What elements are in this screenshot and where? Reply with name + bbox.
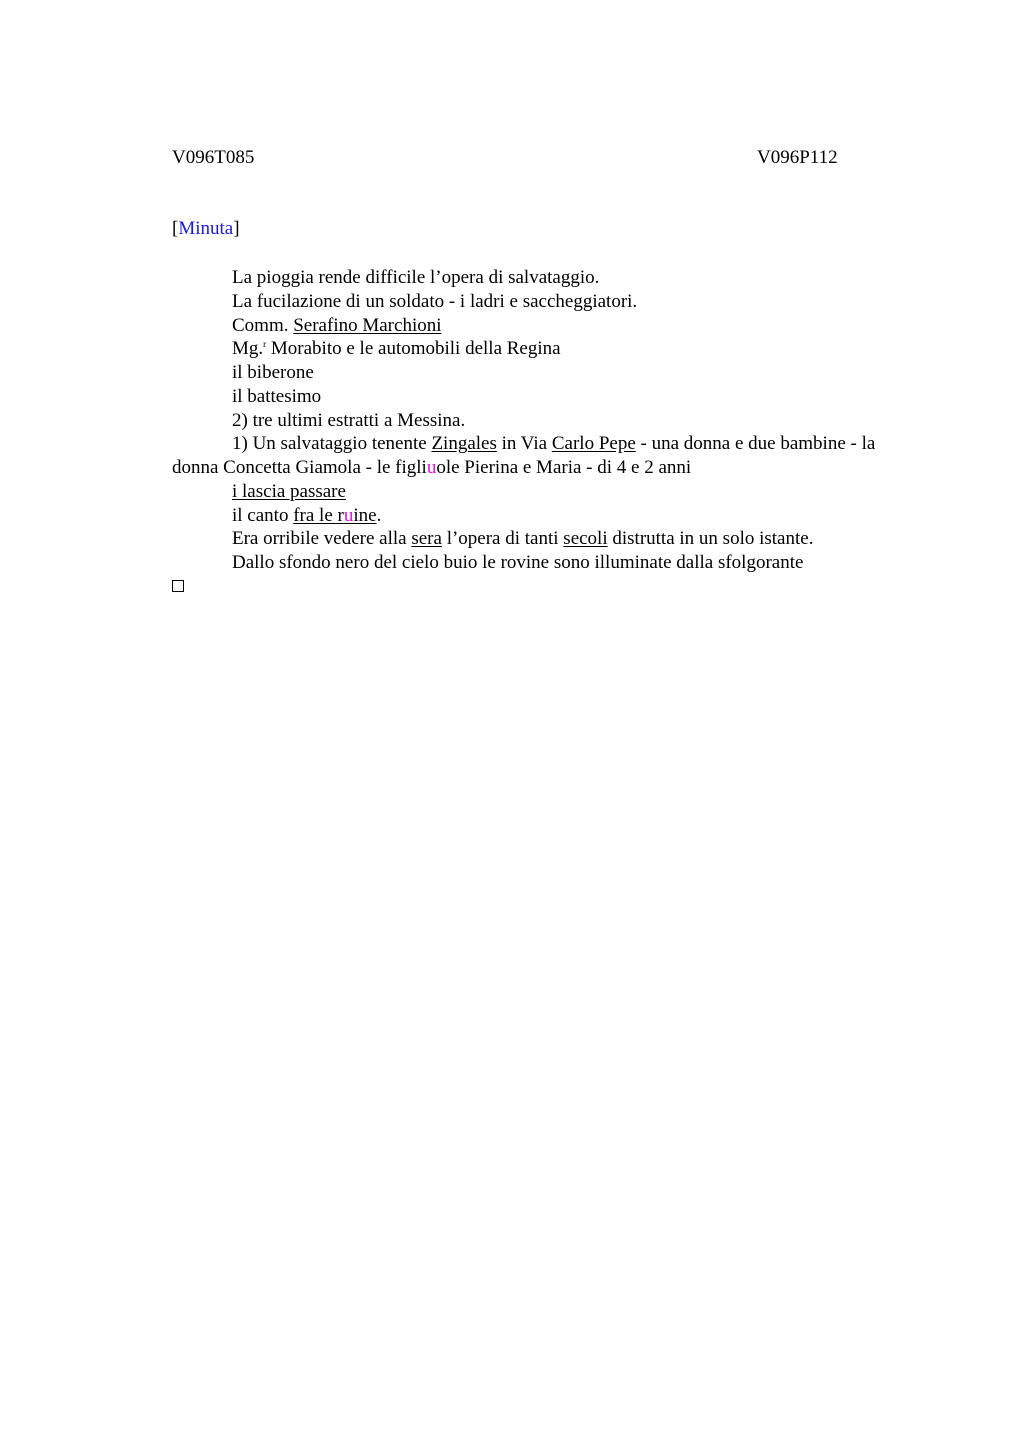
label-word: Minuta: [178, 218, 234, 239]
underlined-sera: sera: [411, 528, 442, 550]
underlined-carlo-pepe: Carlo Pepe: [551, 433, 636, 455]
ruine-part-1: fra le r: [293, 504, 344, 526]
text-paragraph-8: [172, 432, 917, 480]
ruine-part-2: ine: [353, 504, 377, 526]
text-line-1: La pioggia rende difficile l’opera di salvataggio.: [232, 267, 600, 288]
text-line-4: [172, 337, 917, 361]
para-8-part-d: ole Pierina e Maria - di 4 e 2 anni: [436, 457, 692, 478]
line-11-part-b: l’opera di tanti: [441, 528, 564, 550]
underlined-zingales: Zingales: [431, 433, 497, 455]
line-3-prefix: Comm.: [232, 314, 294, 336]
para-8-part-b: in Via: [496, 433, 552, 455]
label-open-bracket: [: [172, 218, 179, 239]
line-10-suffix: .: [376, 504, 382, 526]
end-mark-square-icon: [172, 580, 184, 592]
document-code-right: V096P112: [757, 147, 838, 168]
line-4-rest: Morabito e le automobili della Regina: [266, 338, 561, 360]
text-line-6: il battesimo: [232, 385, 322, 407]
text-line-10: [172, 504, 917, 528]
superscript-r: r: [263, 339, 267, 350]
line-11-part-c: distrutta in un solo istante.: [607, 528, 814, 550]
text-line-5: il biberone: [232, 362, 314, 383]
document-body: [172, 266, 917, 592]
text-line-2: La fucilazione di un soldato - i ladri e saccheggiatori.: [232, 290, 638, 312]
para-8-part-a: 1) Un salvataggio tenente: [232, 433, 432, 455]
text-line-11: [172, 527, 917, 551]
line-4-prefix: Mg.: [232, 338, 264, 360]
label-close-bracket: ]: [233, 218, 240, 239]
highlighted-letter: u: [426, 457, 437, 478]
line-10-prefix: il canto: [232, 504, 294, 526]
text-line-7: 2) tre ultimi estratti a Messina.: [232, 409, 466, 431]
underlined-fra-le-ruine: [293, 505, 376, 526]
underlined-lascia-passare: i lascia passare: [232, 480, 346, 502]
minuta-label: [172, 218, 240, 240]
text-line-12: Dallo sfondo nero del cielo buio le rovine sono illuminate dalla sfolgorante: [232, 552, 804, 573]
document-code-left: V096T085: [172, 147, 255, 168]
highlighted-letter-2: u: [343, 504, 354, 526]
para-8-part-c: - una donna e due bambine - la donna Concetta Giamola - le figli: [172, 433, 876, 478]
underlined-secoli: secoli: [563, 528, 608, 550]
line-11-part-a: Era orribile vedere alla: [232, 528, 412, 550]
text-line-3: [172, 314, 917, 338]
underlined-name: Serafino Marchioni: [293, 314, 442, 336]
text-line-9: [172, 480, 917, 504]
